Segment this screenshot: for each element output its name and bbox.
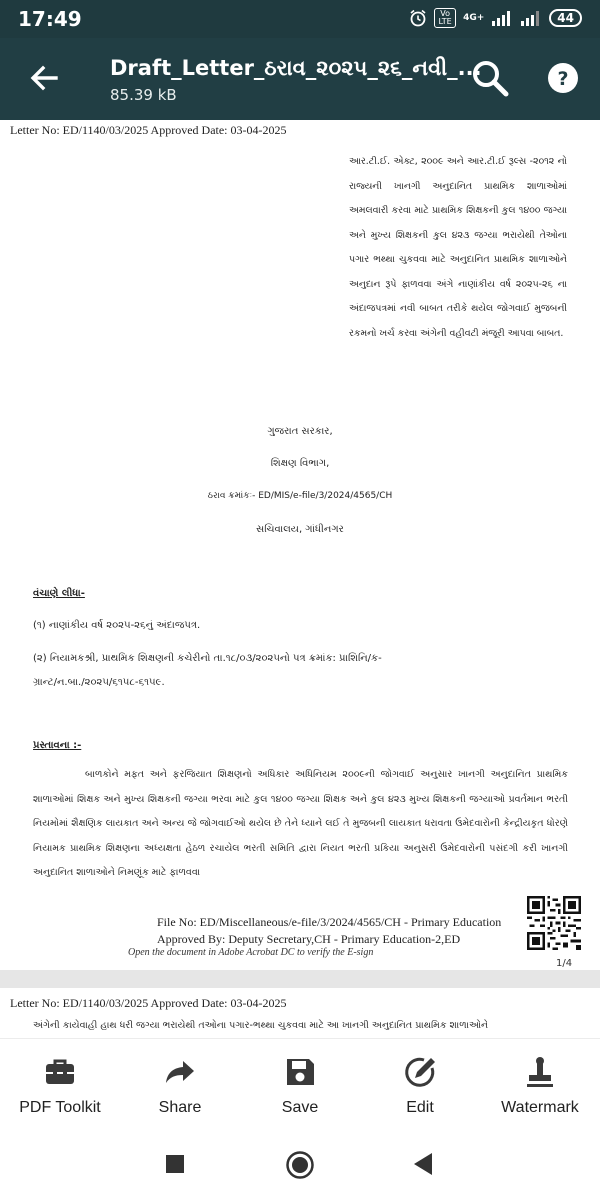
toolbox-icon	[43, 1055, 77, 1089]
signal-icon	[491, 10, 513, 26]
status-bar	[0, 0, 600, 38]
volte-icon: Vo LTE	[434, 8, 456, 28]
pdf-page-2[interactable]	[0, 988, 600, 1038]
app-bar	[0, 38, 600, 120]
battery-icon: 44	[549, 9, 582, 27]
letter-number: Letter No: ED/1140/03/2025 Approved Date: 03-04-2025	[10, 123, 287, 137]
verify-note: Open the document in Adobe Acrobat DC to verify the E-sign	[128, 947, 374, 958]
approved-by: Approved By: Deputy Secretary,CH - Primary Education-2,ED	[157, 932, 461, 946]
page-number: 1/4	[556, 958, 573, 969]
file-number: File No: ED/Miscellaneous/e-file/3/2024/4565/CH - Primary Education	[157, 915, 502, 929]
stamp-icon	[523, 1055, 557, 1089]
preamble-text: બાળકોને મફત અને ફરજિયાત શિક્ષણનો અધિકાર અધિનિયમ ૨૦૦૯ની જોગવાઈ અનુસાર ખાનગી અનુદાનિત પ્રાથમિક શાળાઓમાં શિક્ષક અને મુખ્ય શિક્ષકની જગ્યા ભરવા માટે કુલ ૧૪૦૦ જગ્યા શિક્ષક અને કુલ ૪૨૩ મુખ્ય શિક્ષકની જગ્યાઓ પ્રવર્તમાન ભરતી નિયમોમાં શૈક્ષણિક લાયકાત અને અન્ય જે જોગવાઈઓ થયેલ છે તેને ધ્યાને લઈ તે મુજબની લાયકાત ધરાવતા ઉમેદવારોની કેન્દ્રીયકૃત ધોરણે નિયામક પ્રાથમિક શિક્ષણના અધ્યક્ષતા હેઠળ રચાયેલ ભરતી સમિતિ દ્વારા નિયત ભરતી પ્રકિયા અનુસરી ઉમેદવારોની પસંદગી કરી ખાનગી અનુદાનિત શાળાઓને નિમણૂંક માટે ફાળવવા	[33, 769, 568, 878]
share-label: Share	[158, 1099, 202, 1116]
resolution-number: ઠરાવ ક્રમાંકઃ- ED/MIS/e-file/3/2024/4565/CH	[207, 491, 393, 501]
save-button[interactable]	[240, 1039, 360, 1131]
read-item-2-cont: ગ્રાન્ટ/ન.બા./૨૦૨૫/૬૧૫૮-૬૧૫૯.	[33, 677, 165, 688]
home-icon[interactable]	[285, 1150, 315, 1180]
status-icons	[409, 8, 582, 28]
svg-text:?: ?	[557, 68, 569, 90]
help-icon[interactable]	[547, 62, 579, 94]
status-time: 17:49	[18, 7, 82, 31]
signal-icon-2	[520, 10, 542, 26]
government-name: ગુજરાત સરકાર,	[267, 426, 333, 437]
back-arrow-icon[interactable]	[26, 60, 62, 96]
pdf-toolkit-label: PDF Toolkit	[19, 1099, 101, 1116]
save-icon	[283, 1055, 317, 1089]
pdf-toolkit-button[interactable]	[0, 1039, 120, 1131]
edit-label: Edit	[406, 1099, 434, 1116]
back-icon[interactable]	[412, 1152, 434, 1176]
watermark-label: Watermark	[501, 1099, 579, 1116]
preamble-heading: પ્રસ્તાવના :-	[33, 740, 82, 751]
read-item-1: (૧) નાણાંકીય વર્ષ ૨૦૨૫-૨૬નું અંદાજપત્ર.	[33, 620, 201, 631]
file-size: 85.39 kB	[110, 86, 177, 104]
read-heading: વંચાણે લીધા-	[33, 588, 85, 599]
bottom-toolbar	[0, 1038, 600, 1131]
edit-icon	[403, 1055, 437, 1089]
share-icon	[163, 1055, 197, 1089]
save-label: Save	[281, 1099, 319, 1116]
alarm-icon	[409, 9, 427, 27]
document-title: Draft_Letter_ઠરાવ_૨૦૨૫_૨૬_નવી_...	[110, 56, 482, 80]
system-nav-bar	[0, 1130, 600, 1200]
share-button[interactable]	[120, 1039, 240, 1131]
read-item-2: (૨) નિયામકશ્રી, પ્રાથમિક શિક્ષણની કચેરીનો તા.૧૮/૦૩/૨૦૨૫નો પત્ર ક્રમાંક: પ્રાશિનિ/ક-	[33, 653, 382, 664]
letter-number-page-2: Letter No: ED/1140/03/2025 Approved Date: 03-04-2025	[10, 996, 287, 1010]
page-2-first-line: અંગેની કાયેવાહી હાથ ધરી જગ્યા ભરાયેથી તઓના પગાર-ભથ્થા ચુકવવા માટે આ ખાનગી અનુદાનિત પ્રાથમિક શાળાઓને	[33, 1020, 489, 1031]
pdf-page-1[interactable]	[0, 120, 600, 970]
recents-icon[interactable]	[165, 1154, 185, 1174]
watermark-button[interactable]	[480, 1039, 600, 1131]
qr-code	[527, 896, 581, 950]
search-icon[interactable]	[470, 58, 510, 98]
subject-text: આર.ટી.ઈ. એક્ટ, ૨૦૦૯ અને આર.ટી.ઈ રૂલ્સ -૨૦૧૨ નો રાજ્યની ખાનગી અનુદાનિત પ્રાથમિક શાળાઓમાં અમલવારી કરવા માટે પ્રાથમિક શિક્ષકની કુલ ૧૪૦૦ જગ્યા અને મુખ્ય શિક્ષકની કુલ ૪૨૩ જગ્યા ભરાયેથી તેઓના પગાર ભથ્થા ચુકવવા માટે અનુદાનિત પ્રાથમિક શાળાઓને અનુદાન રૂપે ફાળવવા અંગે નાણાંકીય વર્ષ ૨૦૨૫-૨૬ ના અંદાજપત્રમાં નવી બાબત તરીકે થયેલ જોગવાઈ મુજબની રકમનો ખર્ચ કરવા અંગેની વહીવટી મંજૂરી આપવા બાબત.	[349, 156, 567, 339]
edit-button[interactable]	[360, 1039, 480, 1131]
network-type-icon: 4G+	[463, 13, 485, 23]
department-name: શિક્ષણ વિભાગ,	[270, 458, 330, 469]
place-name: સચિવાલય, ગાંધીનગર	[256, 524, 344, 535]
